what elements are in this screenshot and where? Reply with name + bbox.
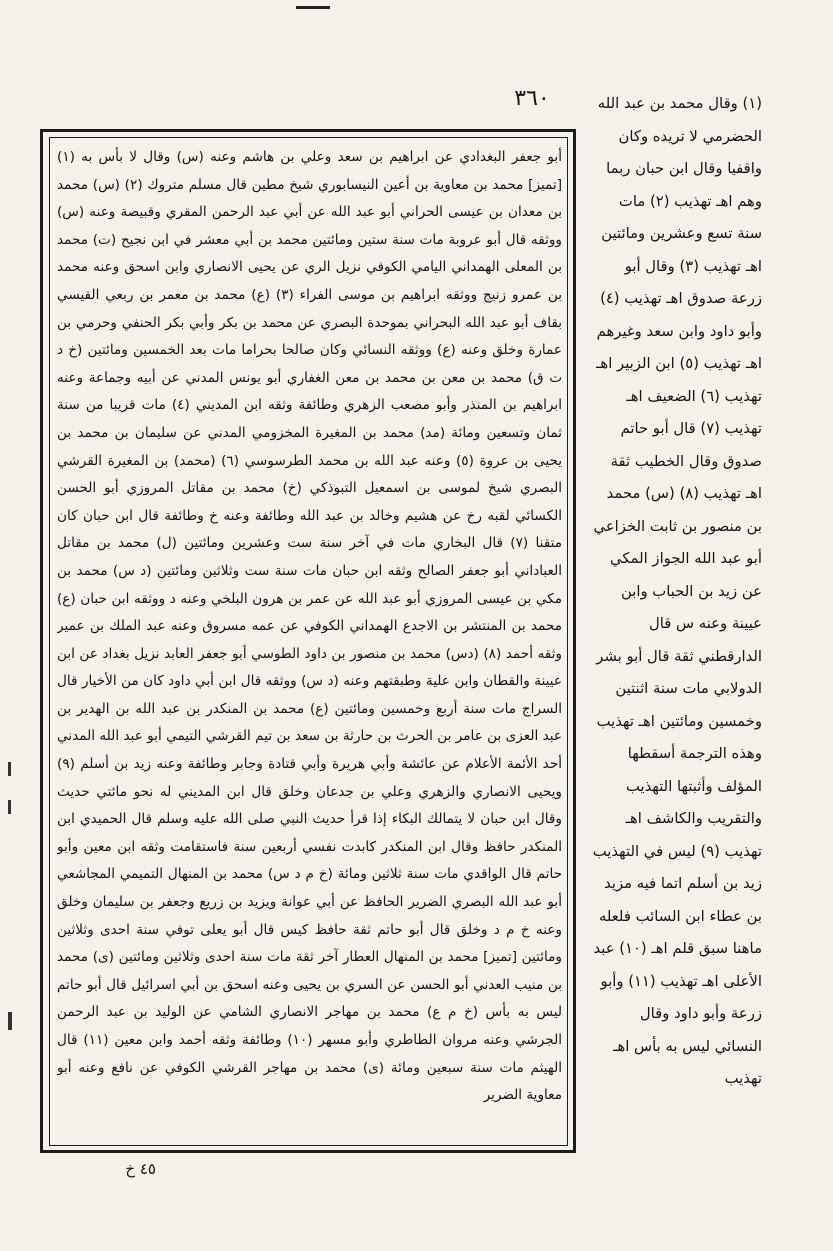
main-text: أبو جعفر البغدادي عن ابراهيم بن سعد وعلي بن هاشم وعنه (س) وقال لا بأس به (١) [تميز] محمد بن معاوية بن أعين النيسابوري شيخ مطين قال مسلم متروك (٢) (س) محمد بن معدان بن عيسى الحراني أبو عبد الله عن أبي عبد الرحمن المقري وقبيصة وعنه (س) ووثقه قال أبو عروبة مات سنة ستين ومائتين محمد بن أبي معشر في ابن نجيح (ت) محمد بن المعلى الهمداني اليامي الكوفي نزيل الري عن يحيى الانصاري وابن اسحق وعنه محمد بن عمرو زنيج ووثقه ابراهيم بن موسى الفراء (٣) (ع) محمد بن معمر بن ربعي القيسي بقاف أبو عبد الله البحراني بموحدة البصري عن محمد بن بكر وأبي بكر الحنفي وحرمي بن عمارة وخلق وعنه (ع) ووثقه النسائي وكان صالحا بحراما مات بعد الخمسين ومائتين (خ د ت ق) محمد بن معن بن محمد بن معن الغفاري أبو يونس المدني عن أبيه وجماعة وعنه ابراهيم بن المنذر وأبو مصعب الزهري وطائفة وثقه ابن المديني (٤) مات قريبا من سنة ثمان وتسعين ومائة (مد) محمد بن المغيرة المخزومي المدني عن سليمان بن محمد بن يحيى بن عروة (٥) وعنه عبد الله بن محمد الطرسوسي (٦) (محمد) بن المغيرة القرشي البصري شيخ لموسى بن اسمعيل التبوذكي (خ) محمد بن مقاتل المروزي أبو الحسن الكسائي لقبه رخ عن هشيم وخالد بن عبد الله وطائفة وعنه خ وطائفة قال ابن حبان كان متقنا (٧) قال البخاري مات في آخر سنة ست وعشرين ومائتين (ل) محمد بن مقاتل العباداني أبو جعفر الصالح وثقه ابن حبان مات سنة ست وثلاثين ومائتين (د س) محمد بن مكي بن عيسى المروزي أبو عبد الله عن عمر بن هرون البلخي وعنه د ووثقه ابن حبان (ع) محمد بن المنتشر بن الاجدع الهمداني الكوفي عن عمه مسروق وعنه عبد الملك بن عمير وثقه أحمد (٨) (دس) محمد بن منصور بن داود الطوسي أبو جعفر العابد نزيل بغداد عن ابن عيينة والقطان وابن علية وطبقتهم وعنه (د س) ووثقه قال ابن أبي داود كان من الأخيار قال السراج مات سنة أربع وخمسين ومائتين (ع) محمد بن المنكدر بن عبد الله بن الهدير بن عبد العزى بن عامر بن الحرث بن حارثة بن سعد بن تيم القرشي التيمي أبو عبد الله المدني أحد الأئمة الأعلام عن عائشة وأبي هريرة وأبي قتادة وجابر وطائفة وعنه زيد بن أسلم (٩) ويحيى الانصاري والزهري وعلي بن جدعان وخلق قال ابن المديني له نحو مائتي حديث وقال ابن حبان لا يتمالك البكاء إذا قرأ حديث النبي صلى الله عليه وسلم قال الحميدي ابن المنكدر حافظ وقال ابن المنكدر كابدت نفسي أربعين سنة فاستقامت وثقه ابن معين وأبو حاتم قال الواقدي مات سنة ثلاثين ومائة (خ م د س) محمد بن المنهال التميمي المجاشعي أبو عبد الله البصري الضرير الحافظ عن أبي عوانة ويزيد بن زريع وجعفر بن سليمان وخلق وعنه خ م د وخلق قال أبو حاتم ثقة حافظ كيس قال أبو يعلى توفي سنة احدى وثلاثين ومائتين [تميز] محمد بن المنهال العطار آخر ثقة مات سنة احدى وثلاثين ومائتين (ى) محمد بن منيب العدني أبو الحسن عن السري بن يحيى وعنه اسحق بن أبي اسرائيل قال أبو حاتم ليس به بأس (خ م ع) محمد بن مهاجر الانصاري الشامي عن الوليد بن عبد الرحمن الجرشي وعنه مروان الطاطري وأبو مسهر (١٠) وطائفة وثقه أحمد وابن معين (١١) قال الهيثم مات سنة سبعين ومائة (ى) محمد بن مهاجر القرشي الكوفي عن نافع وعنه أبو معاوية الضرير bbox=[57, 149, 562, 1104]
margin-notes-text: (١) وقال محمد بن عبد الله الحضرمي لا تريده وكان واقفيا وقال ابن حبان ربما وهم اهـ تهذيب (٢) مات سنة تسع وعشرين ومائتين اهـ تهذيب (٣) وقال أبو زرعة صدوق اهـ تهذيب (٤) وأبو داود وابن سعد وغيرهم اهـ تهذيب (٥) ابن الزبير اهـ تهذيب (٦) الضعيف اهـ تهذيب (٧) قال أبو حاتم صدوق وقال الخطيب ثقة اهـ تهذيب (٨) (س) محمد بن منصور بن ثابت الخزاعي أبو عبد الله الجواز المكي عن زيد بن الحباب وابن عيينة وعنه س قال الدارقطني ثقة قال أبو بشر الدولابي مات سنة اثنتين وخمسين ومائتين اهـ تهذيب وهذه الترجمة أسقطها المؤلف وأثبتها التهذيب والتقريب والكاشف اهـ تهذيب (٩) ليس في التهذيب زيد بن أسلم اتما فيه مزيد بن عطاء ابن السائب فلعله ماهنا سبق قلم اهـ (١٠) عبد الأعلى اهـ تهذيب (١١) وأبو زرعة وأبو داود وقال النسائي ليس به بأس اهـ تهذيب bbox=[592, 95, 762, 1087]
edge-mark bbox=[8, 762, 11, 776]
main-text-block bbox=[57, 144, 562, 1144]
edge-mark bbox=[8, 800, 11, 814]
edge-mark bbox=[8, 1012, 12, 1030]
margin-notes bbox=[592, 88, 762, 1143]
footer-signature-mark: ٤٥ خ bbox=[125, 1160, 156, 1178]
page-number: ٣٦٠ bbox=[514, 86, 550, 111]
top-mark bbox=[296, 6, 330, 9]
